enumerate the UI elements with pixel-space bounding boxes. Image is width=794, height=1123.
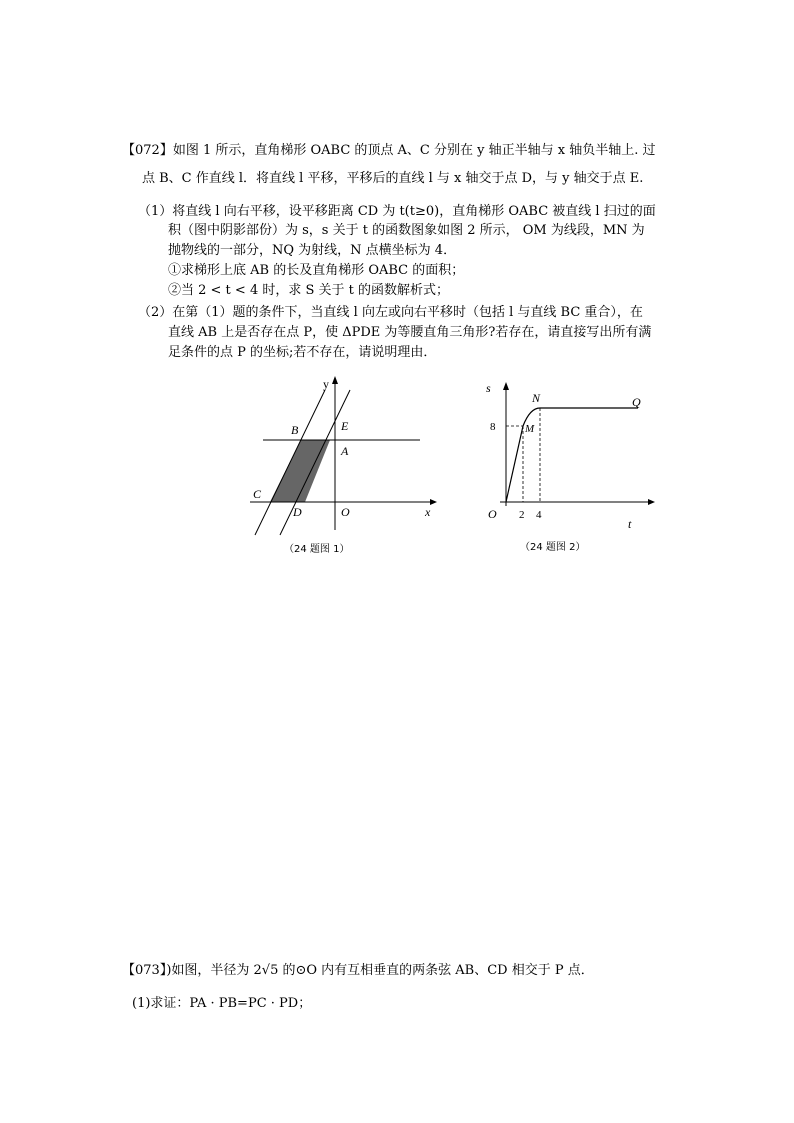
fig1-x-arrow: [430, 499, 437, 505]
fig2-caption: （24 题图 2）: [520, 542, 586, 553]
fig1-label-A: A: [341, 444, 349, 458]
fig2-tick-2: 2: [519, 509, 525, 521]
fig1-caption: （24 题图 1）: [284, 544, 350, 555]
fig1-y-arrow: [332, 376, 338, 384]
fig1-label-B: B: [291, 423, 299, 437]
q072-line-2: 点 B、C 作直线 l．将直线 l 平移，平移后的直线 l 与 x 轴交于点 D，与 y 轴交于点 E.: [142, 171, 644, 186]
fig1-label-O: O: [341, 505, 350, 519]
fig1-label-D: D: [293, 505, 302, 519]
fig2-label-M: M: [525, 423, 535, 435]
fig1-label-E: E: [341, 419, 349, 433]
q072-line-3: （1）将直线 l 向右平移，设平移距离 CD 为 t(t≥0)，直角梯形 OABC 被直线 l 扫过的面: [138, 204, 656, 219]
fig2-label-Q: Q: [632, 395, 641, 409]
fig2-s-arrow: [503, 382, 509, 390]
fig2-t-arrow: [648, 499, 655, 505]
figure-1: [245, 370, 445, 540]
q072-line-9: 直线 AB 上是否存在点 P，使 ΔPDE 为等腰直角三角形?若存在，请直接写出所有满: [168, 325, 652, 340]
fig2-tick-8: 8: [490, 421, 496, 433]
fig1-label-x: x: [425, 505, 431, 519]
fig2-label-N: N: [532, 391, 541, 405]
fig2-segment-OM: [506, 426, 523, 502]
fig1-label-C: C: [253, 487, 262, 501]
fig2-label-O: O: [488, 507, 497, 521]
fig1-label-y: y: [323, 377, 329, 391]
q072-line-4: 积（图中阴影部份）为 s，s 关于 t 的函数图象如图 2 所示， OM 为线段，MN 为: [168, 223, 645, 238]
fig2-label-t: t: [628, 517, 632, 531]
q073-line-1: 【073】)如图，半径为 2√5 的⊙O 内有互相垂直的两条弦 AB、CD 相交于 P 点．: [122, 963, 594, 978]
figure-2: [478, 378, 658, 538]
q072-line-10: 足条件的点 P 的坐标;若不存在，请说明理由．: [168, 345, 437, 360]
q072-line-6: ①求梯形上底 AB 的长及直角梯形 OABC 的面积；: [168, 263, 465, 278]
q072-line-1: 【072】如图 1 所示，直角梯形 OABC 的顶点 A、C 分别在 y 轴正半轴与 x 轴负半轴上. 过: [122, 143, 656, 158]
q072-line-7: ②当 2 < t < 4 时，求 S 关于 t 的函数解析式；: [168, 283, 450, 298]
q072-line-8: （2）在第（1）题的条件下，当直线 l 向左或向右平移时（包括 l 与直线 BC 重合），在: [138, 305, 643, 320]
q073-line-2: (1)求证：PA · PB=PC · PD；: [132, 996, 312, 1011]
q072-line-5: 抛物线的一部分，NQ 为射线，N 点横坐标为 4．: [168, 243, 457, 258]
fig2-label-s: s: [486, 381, 491, 395]
fig2-tick-4: 4: [536, 509, 542, 521]
